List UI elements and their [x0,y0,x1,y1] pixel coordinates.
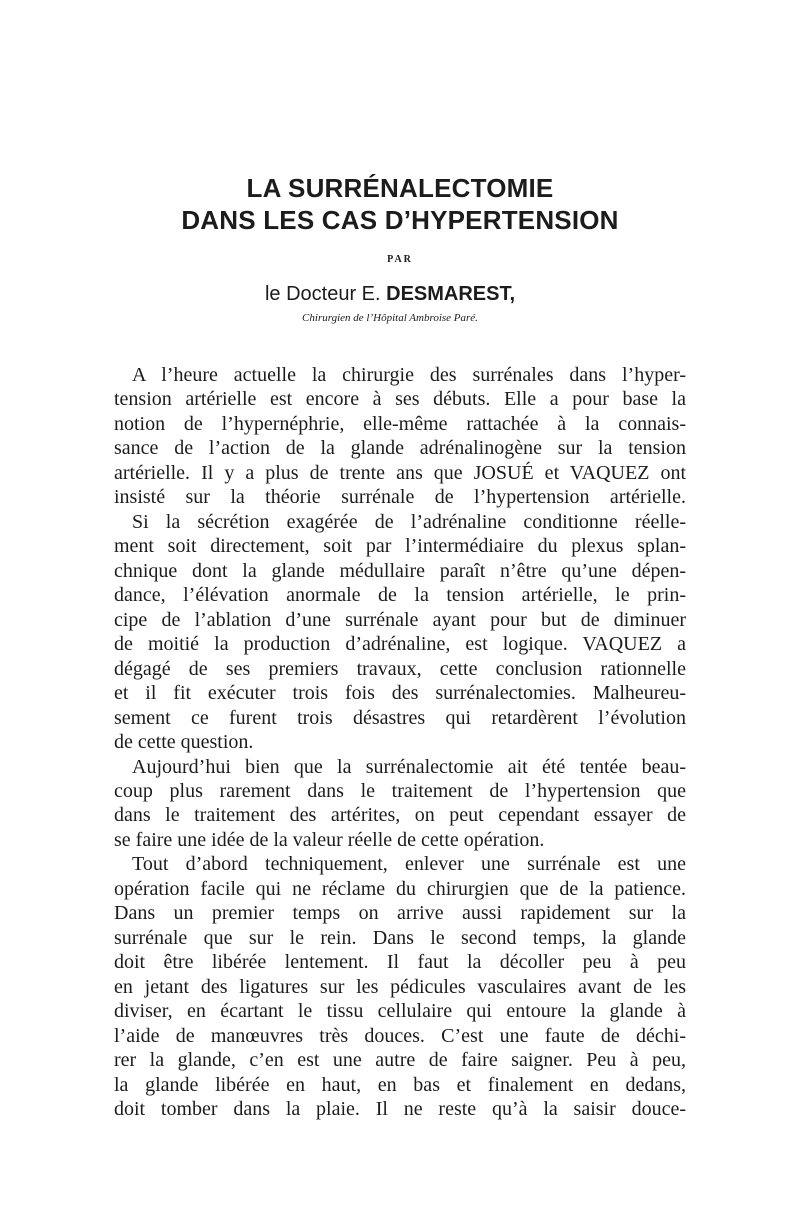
author-affiliation: Chirurgien de l’Hôpital Ambroise Paré. [302,312,478,324]
body-line: ment soit directement, soit par l’intermédiaire du plexus splan- [114,535,686,558]
body-line: Dans un premier temps on arrive aussi rapidement sur la [114,902,686,925]
title-line-1: LA SURRÉNALECTOMIE [246,173,554,203]
body-line: chnique dont la glande médullaire paraît n’être qu’une dépen- [114,559,686,582]
body-line: insisté sur la théorie surrénale de l’hypertension artérielle. [114,486,686,509]
body-line: la glande libérée en haut, en bas et finalement en dedans, [114,1073,686,1096]
body-line: rer la glande, c’en est une autre de faire saigner. Peu à peu, [114,1049,686,1072]
author-line [0,281,780,307]
body-line: doit être libérée lentement. Il faut la décoller peu à peu [114,951,686,974]
body-line: coup plus rarement dans le traitement de l’hypertension que [114,779,686,802]
body-line: Tout d’abord techniquement, enlever une surrénale est une [132,853,686,876]
body-line: artérielle. Il y a plus de trente ans que JOSUÉ et VAQUEZ ont [114,461,686,484]
body-line: sement ce furent trois désastres qui retardèrent l’évolution [114,706,686,729]
body-line: tension artérielle est encore à ses débuts. Elle a pour base la [114,388,686,411]
body-line: dance, l’élévation anormale de la tension artérielle, le prin- [114,584,686,607]
title-line-2: DANS LES CAS D’HYPERTENSION [181,205,619,235]
body-line: diviser, en écartant le tissu cellulaire qui entoure la glande à [114,1000,686,1023]
body-line: surrénale que sur le rein. Dans le second temps, la glande [114,926,686,949]
author-prefix: le Docteur E. [264,283,387,305]
body-line: dans le traitement des artérites, on peut cependant essayer de [114,804,686,827]
body-line: de moitié la production d’adrénaline, est logique. VAQUEZ a [114,633,686,656]
body-line: notion de l’hypernéphrie, elle-même rattachée à la connais- [114,412,686,435]
body-line: en jetant des ligatures sur les pédicules vasculaires avant de les [114,975,686,998]
body-line: l’aide de manœuvres très douces. C’est une faute de déchi- [114,1024,686,1047]
article-title [0,172,800,236]
body-line: se faire une idée de la valeur réelle de cette opération. [114,828,545,851]
body-line: Aujourd’hui bien que la surrénalectomie ait été tentée beau- [132,755,686,778]
body-line: de cette question. [114,731,254,754]
body-line: Si la sécrétion exagérée de l’adrénaline conditionne réelle- [132,510,686,533]
body-line: sance de l’action de la glande adrénalinogène sur la tension [114,437,686,460]
body-line: opération facile qui ne réclame du chirurgien que de la patience. [114,877,686,900]
author-name: DESMAREST, [386,283,516,305]
byline-par: PAR [387,254,413,265]
body-line: cipe de l’ablation d’une surrénale ayant pour but de diminuer [114,608,686,631]
body-line: A l’heure actuelle la chirurgie des surrénales dans l’hyper- [132,364,686,386]
body-line: dégagé de ses premiers travaux, cette conclusion rationnelle [114,657,686,680]
body-line: doit tomber dans la plaie. Il ne reste qu’à la saisir douce- [114,1098,686,1121]
body-text [114,363,686,1122]
body-line: et il fit exécuter trois fois des surrénalectomies. Malheureu- [114,682,686,705]
